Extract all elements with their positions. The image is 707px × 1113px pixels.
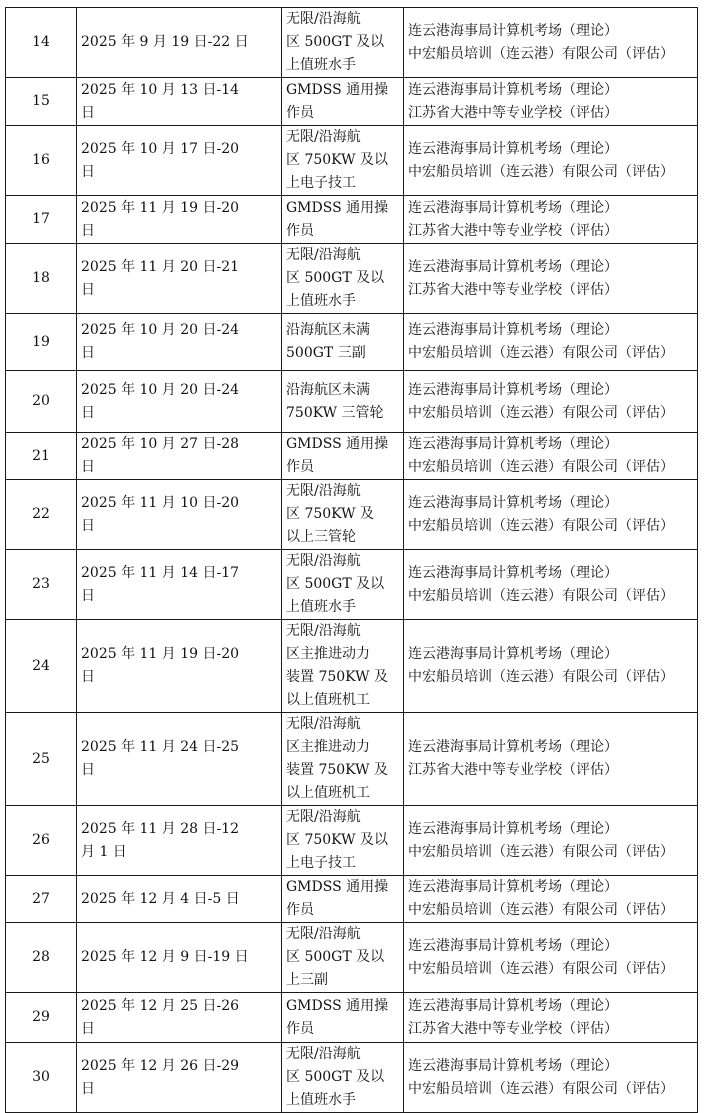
row-number-cell: 19 [6, 314, 77, 371]
exam-type-line: 500GT 三副 [286, 345, 366, 361]
exam-site-cell [404, 993, 698, 1043]
exam-site-cell [404, 8, 698, 78]
exam-date-cell [77, 876, 282, 923]
exam-site-line: 江苏省大港中等专业学校（评估） [408, 222, 618, 239]
exam-type-line: 无限/沿海航 [286, 553, 361, 569]
exam-date-line: 2025 年 12 月 4 日-5 日 [81, 890, 240, 907]
exam-date-cell [77, 480, 282, 550]
exam-type-cell [282, 314, 404, 371]
exam-type-line: 区主推进动力 [286, 646, 370, 662]
exam-site-cell [404, 620, 698, 713]
exam-site-line: 中宏船员培训（连云港）有限公司（评估） [408, 517, 674, 534]
table-row [6, 993, 698, 1043]
exam-site-cell [404, 371, 698, 433]
exam-type-cell [282, 993, 404, 1043]
exam-type-line: 上值班水手 [286, 1092, 356, 1108]
exam-site-line: 中宏船员培训（连云港）有限公司（评估） [408, 960, 674, 977]
exam-site-line: 中宏船员培训（连云港）有限公司（评估） [408, 163, 674, 180]
exam-site-cell [404, 433, 698, 480]
exam-date-cell [77, 713, 282, 806]
row-number-cell: 26 [6, 806, 77, 876]
exam-site-cell [404, 78, 698, 126]
exam-site-cell [404, 806, 698, 876]
exam-type-line: 无限/沿海航 [286, 483, 361, 499]
row-number-cell: 27 [6, 876, 77, 923]
exam-date-line: 2025 年 10 月 20 日-24 [81, 322, 240, 338]
exam-date-line: 2025 年 11 月 19 日-20 [81, 199, 240, 216]
exam-date-line: 2025 年 12 月 9 日-19 日 [81, 949, 249, 965]
exam-schedule-body [6, 8, 698, 1113]
exam-site-line: 连云港海事局计算机考场（理论） [408, 199, 618, 216]
exam-type-line: 作员 [286, 459, 314, 475]
exam-type-line: 上电子技工 [286, 855, 356, 871]
exam-date-line: 2025 年 12 月 26 日-29 [81, 1057, 240, 1074]
exam-date-cell [77, 126, 282, 196]
table-row [6, 876, 698, 923]
exam-site-line: 连云港海事局计算机考场（理论） [408, 436, 618, 452]
exam-type-line: 以上值班机工 [286, 692, 370, 708]
exam-type-line: 区 500GT 及以 [286, 949, 385, 965]
row-number-cell: 24 [6, 620, 77, 713]
exam-site-line: 连云港海事局计算机考场（理论） [408, 997, 618, 1014]
table-row [6, 550, 698, 620]
exam-date-cell [77, 244, 282, 314]
exam-type-cell [282, 480, 404, 550]
table-row [6, 1043, 698, 1113]
exam-type-line: GMDSS 通用操 [286, 81, 389, 98]
exam-site-cell [404, 126, 698, 196]
exam-type-cell [282, 713, 404, 806]
exam-date-cell [77, 433, 282, 480]
exam-site-line: 连云港海事局计算机考场（理论） [408, 879, 618, 895]
exam-site-cell [404, 196, 698, 244]
exam-date-line: 日 [81, 163, 95, 180]
exam-date-cell [77, 78, 282, 126]
table-row [6, 196, 698, 244]
exam-type-line: GMDSS 通用操 [286, 199, 389, 216]
exam-date-line: 日 [81, 459, 95, 475]
exam-type-line: 上电子技工 [286, 175, 356, 191]
exam-site-line: 中宏船员培训（连云港）有限公司（评估） [408, 45, 674, 62]
row-number-cell: 18 [6, 244, 77, 314]
exam-type-cell [282, 550, 404, 620]
exam-date-line: 2025 年 11 月 14 日-17 [81, 564, 240, 581]
exam-date-line: 日 [81, 404, 95, 421]
exam-type-line: 区 750KW 及以 [286, 832, 388, 848]
exam-type-cell [282, 923, 404, 993]
exam-type-line: 无限/沿海航 [286, 809, 361, 825]
exam-date-line: 2025 年 11 月 19 日-20 [81, 646, 240, 662]
row-number-cell: 29 [6, 993, 77, 1043]
exam-type-line: 区 750KW 及以 [286, 152, 388, 168]
table-row [6, 620, 698, 713]
exam-site-line: 中宏船员培训（连云港）有限公司（评估） [408, 669, 674, 685]
exam-type-cell [282, 1043, 404, 1113]
exam-type-line: GMDSS 通用操 [286, 879, 389, 895]
table-row [6, 371, 698, 433]
exam-site-cell [404, 876, 698, 923]
exam-date-line: 2025 年 11 月 24 日-25 [81, 739, 240, 755]
row-number-cell: 16 [6, 126, 77, 196]
exam-site-line: 江苏省大港中等专业学校（评估） [408, 104, 618, 121]
exam-site-line: 连云港海事局计算机考场（理论） [408, 739, 618, 755]
table-row [6, 244, 698, 314]
exam-date-line: 日 [81, 1020, 95, 1037]
exam-date-cell [77, 371, 282, 433]
row-number-cell: 28 [6, 923, 77, 993]
exam-type-line: 无限/沿海航 [286, 129, 361, 145]
exam-site-cell [404, 314, 698, 371]
exam-site-line: 连云港海事局计算机考场（理论） [408, 381, 618, 398]
exam-site-line: 中宏船员培训（连云港）有限公司（评估） [408, 587, 674, 604]
exam-type-line: 作员 [286, 104, 314, 121]
exam-type-line: 无限/沿海航 [286, 716, 361, 732]
exam-type-line: 上值班水手 [286, 57, 356, 73]
exam-site-line: 连云港海事局计算机考场（理论） [408, 937, 618, 954]
exam-date-cell [77, 314, 282, 371]
table-row [6, 923, 698, 993]
exam-site-line: 连云港海事局计算机考场（理论） [408, 1057, 618, 1074]
table-row [6, 480, 698, 550]
exam-date-line: 日 [81, 587, 95, 604]
exam-date-cell [77, 620, 282, 713]
row-number-cell: 22 [6, 480, 77, 550]
exam-type-cell [282, 196, 404, 244]
exam-type-line: 区 500GT 及以 [286, 1069, 385, 1085]
exam-site-line: 中宏船员培训（连云港）有限公司（评估） [408, 902, 674, 918]
row-number-cell: 23 [6, 550, 77, 620]
exam-type-line: 无限/沿海航 [286, 11, 361, 27]
exam-date-line: 2025 年 9 月 19 日-22 日 [81, 34, 249, 50]
exam-site-line: 中宏船员培训（连云港）有限公司（评估） [408, 1080, 674, 1097]
exam-site-line: 连云港海事局计算机考场（理论） [408, 22, 618, 39]
table-row [6, 433, 698, 480]
exam-site-line: 江苏省大港中等专业学校（评估） [408, 1020, 618, 1037]
row-number-cell: 15 [6, 78, 77, 126]
exam-site-line: 江苏省大港中等专业学校（评估） [408, 281, 618, 298]
row-number-cell: 14 [6, 8, 77, 78]
exam-date-cell [77, 550, 282, 620]
exam-site-cell [404, 1043, 698, 1113]
exam-type-line: 以上三管轮 [286, 529, 356, 545]
exam-site-line: 连云港海事局计算机考场（理论） [408, 258, 618, 275]
exam-site-line: 连云港海事局计算机考场（理论） [408, 494, 618, 511]
exam-date-line: 日 [81, 762, 95, 778]
exam-type-line: GMDSS 通用操 [286, 436, 389, 452]
exam-site-line: 中宏船员培训（连云港）有限公司（评估） [408, 843, 674, 860]
exam-type-line: 无限/沿海航 [286, 623, 361, 639]
exam-site-cell [404, 550, 698, 620]
exam-type-line: 750KW 三管轮 [286, 404, 384, 421]
exam-date-line: 2025 年 12 月 25 日-26 [81, 997, 240, 1014]
exam-date-line: 2025 年 11 月 28 日-12 [81, 820, 240, 837]
exam-site-line: 连云港海事局计算机考场（理论） [408, 322, 618, 338]
exam-type-line: 无限/沿海航 [286, 1046, 361, 1062]
exam-type-line: 上值班水手 [286, 293, 356, 309]
exam-site-line: 连云港海事局计算机考场（理论） [408, 820, 618, 837]
exam-site-cell [404, 923, 698, 993]
exam-type-line: 沿海航区未满 [286, 322, 370, 338]
exam-type-line: 上值班水手 [286, 599, 356, 615]
exam-type-line: 区 500GT 及以 [286, 576, 385, 592]
exam-type-cell [282, 876, 404, 923]
exam-type-line: 上三副 [286, 972, 328, 988]
exam-type-line: 装置 750KW 及 [286, 762, 388, 778]
exam-type-line: 区 500GT 及以 [286, 34, 385, 50]
exam-site-line: 江苏省大港中等专业学校（评估） [408, 762, 618, 778]
exam-site-cell [404, 480, 698, 550]
exam-site-line: 连云港海事局计算机考场（理论） [408, 646, 618, 662]
exam-date-cell [77, 806, 282, 876]
exam-type-cell [282, 433, 404, 480]
row-number-cell: 21 [6, 433, 77, 480]
exam-type-line: 无限/沿海航 [286, 926, 361, 942]
exam-site-cell [404, 244, 698, 314]
table-row [6, 78, 698, 126]
exam-type-cell [282, 806, 404, 876]
exam-date-line: 日 [81, 345, 95, 361]
exam-type-line: 作员 [286, 1020, 314, 1037]
exam-type-line: 作员 [286, 902, 314, 918]
exam-site-line: 中宏船员培训（连云港）有限公司（评估） [408, 459, 674, 475]
exam-type-cell [282, 244, 404, 314]
exam-date-line: 2025 年 11 月 20 日-21 [81, 258, 240, 275]
exam-site-line: 连云港海事局计算机考场（理论） [408, 564, 618, 581]
exam-date-line: 日 [81, 281, 95, 298]
exam-date-cell [77, 8, 282, 78]
exam-date-line: 2025 年 10 月 20 日-24 [81, 381, 240, 398]
exam-date-line: 月 1 日 [81, 843, 127, 860]
exam-date-line: 日 [81, 104, 95, 121]
exam-type-cell [282, 371, 404, 433]
exam-date-cell [77, 923, 282, 993]
exam-site-line: 中宏船员培训（连云港）有限公司（评估） [408, 345, 674, 361]
exam-type-cell [282, 78, 404, 126]
exam-site-line: 中宏船员培训（连云港）有限公司（评估） [408, 404, 674, 421]
exam-date-line: 2025 年 10 月 27 日-28 [81, 436, 240, 452]
exam-date-cell [77, 196, 282, 244]
exam-type-line: 作员 [286, 222, 314, 239]
exam-type-cell [282, 126, 404, 196]
exam-date-cell [77, 1043, 282, 1113]
exam-schedule-table [5, 7, 698, 1113]
row-number-cell: 17 [6, 196, 77, 244]
exam-date-line: 2025 年 11 月 10 日-20 [81, 494, 240, 511]
row-number-cell: 30 [6, 1043, 77, 1113]
exam-type-line: 区 750KW 及 [286, 506, 374, 522]
exam-date-line: 日 [81, 669, 95, 685]
exam-type-line: 以上值班机工 [286, 785, 370, 801]
table-row [6, 126, 698, 196]
exam-type-line: 装置 750KW 及 [286, 669, 388, 685]
exam-site-line: 连云港海事局计算机考场（理论） [408, 140, 618, 157]
exam-date-line: 日 [81, 222, 95, 239]
exam-site-line: 连云港海事局计算机考场（理论） [408, 81, 618, 98]
table-row [6, 8, 698, 78]
exam-date-line: 日 [81, 517, 95, 534]
exam-type-line: 区 500GT 及以 [286, 270, 385, 286]
exam-date-cell [77, 993, 282, 1043]
row-number-cell: 20 [6, 371, 77, 433]
exam-type-line: GMDSS 通用操 [286, 997, 389, 1014]
table-row [6, 314, 698, 371]
exam-type-line: 无限/沿海航 [286, 247, 361, 263]
exam-date-line: 2025 年 10 月 13 日-14 [81, 81, 240, 98]
table-row [6, 713, 698, 806]
table-row [6, 806, 698, 876]
row-number-cell: 25 [6, 713, 77, 806]
exam-type-cell [282, 620, 404, 713]
exam-date-line: 日 [81, 1080, 95, 1097]
exam-site-cell [404, 713, 698, 806]
exam-date-line: 2025 年 10 月 17 日-20 [81, 140, 240, 157]
exam-type-line: 区主推进动力 [286, 739, 370, 755]
exam-type-cell [282, 8, 404, 78]
exam-type-line: 沿海航区未满 [286, 381, 370, 398]
